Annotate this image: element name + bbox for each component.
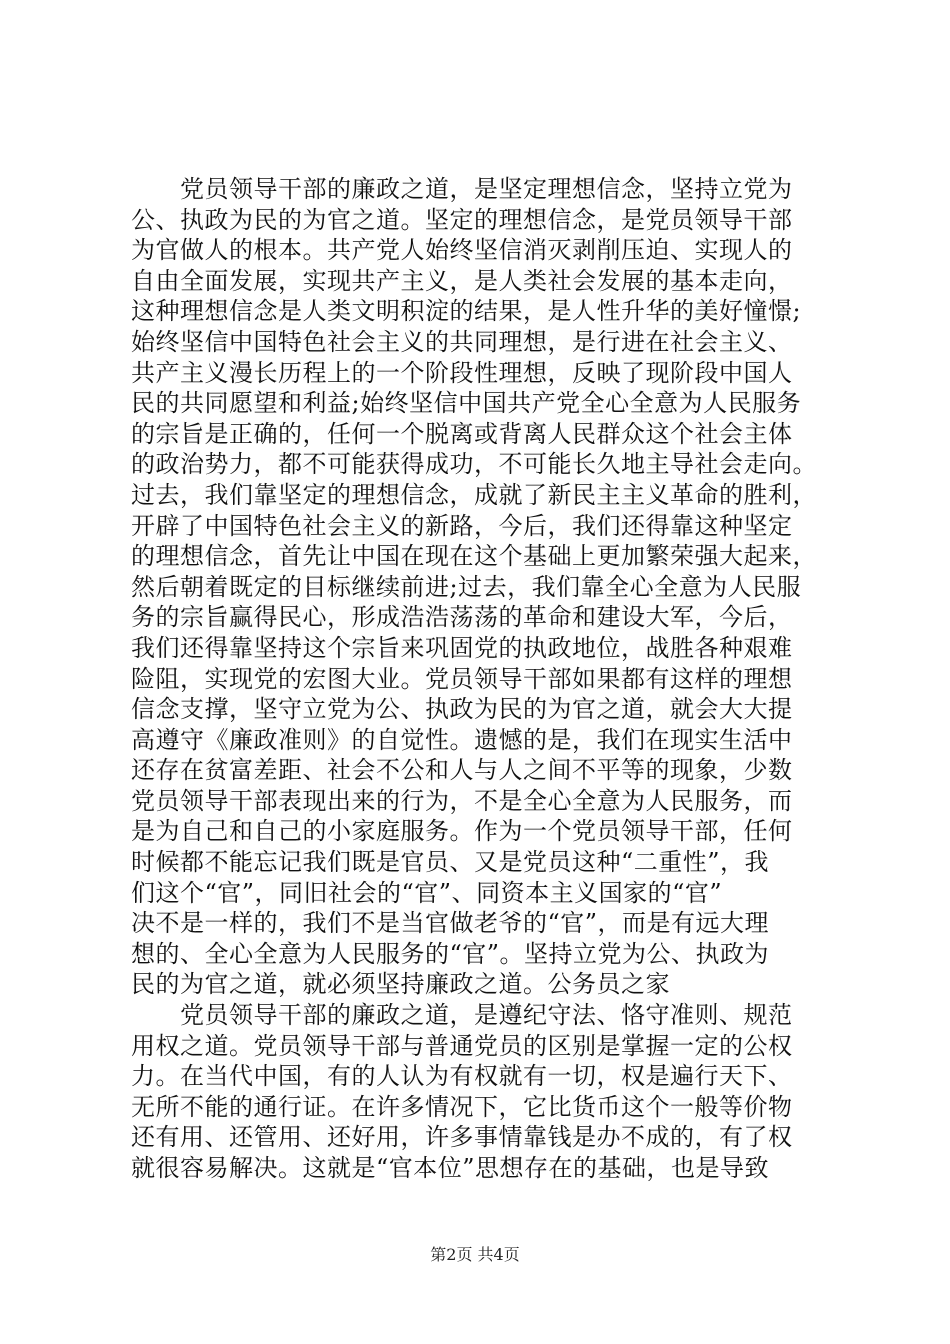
text-line: 过去，我们靠坚定的理想信念，成就了新民主主义革命的胜利， [131,480,817,509]
text-line: 用权之道。党员领导干部与普通党员的区别是掌握一定的公权 [131,1031,793,1060]
text-line: 还有用、还管用、还好用，许多事情靠钱是办不成的，有了权 [131,1123,793,1152]
text-line: 党员领导干部表现出来的行为，不是全心全意为人民服务，而 [131,786,793,815]
text-line: 高遵守《廉政准则》的自觉性。遗憾的是，我们在现实生活中 [131,725,793,754]
text-line: 党员领导干部的廉政之道，是坚定理想信念，坚持立党为 [131,175,793,203]
text-line: 公、执政为民的为官之道。坚定的理想信念，是党员领导干部 [131,205,793,234]
body-text [131,174,831,1184]
text-line: 力。在当代中国，有的人认为有权就有一切，权是遍行天下、 [131,1062,793,1091]
text-line: 是为自己和自己的小家庭服务。作为一个党员领导干部，任何 [131,817,793,846]
text-line: 决不是一样的，我们不是当官做老爷的“官”，而是有远大理 [131,909,770,938]
text-line: 无所不能的通行证。在许多情况下，它比货币这个一般等价物 [131,1092,793,1121]
text-line: 信念支撑，坚守立党为公、执政为民的为官之道，就会大大提 [131,695,793,724]
text-line: 民的共同愿望和利益;始终坚信中国共产党全心全意为人民服务 [131,389,802,418]
text-line: 的宗旨是正确的，任何一个脱离或背离人民群众这个社会主体 [131,419,793,448]
text-line: 的政治势力，都不可能获得成功，不可能长久地主导社会走向。 [131,450,817,479]
text-line: 务的宗旨赢得民心，形成浩浩荡荡的革命和建设大军，今后， [131,603,793,632]
text-line: 险阻，实现党的宏图大业。党员领导干部如果都有这样的理想 [131,664,793,693]
text-line: 的理想信念，首先让中国在现在这个基础上更加繁荣强大起来， [131,542,817,571]
text-line: 始终坚信中国特色社会主义的共同理想，是行进在社会主义、 [131,327,793,356]
text-line: 然后朝着既定的目标继续前进;过去，我们靠全心全意为人民服 [131,572,802,601]
text-line: 想的、全心全意为人民服务的“官”。坚持立党为公、执政为 [131,939,770,968]
text-line: 们这个“官”，同旧社会的“官”、同资本主义国家的“官” [131,878,723,907]
text-line: 时候都不能忘记我们既是官员、又是党员这种“二重性”，我 [131,848,770,877]
text-line: 就很容易解决。这就是“官本位”思想存在的基础，也是导致 [131,1154,770,1182]
page-footer: 第2页 共4页 [430,1245,520,1264]
text-line: 这种理想信念是人类文明积淀的结果，是人性升华的美好憧憬; [131,297,802,326]
text-line: 还存在贫富差距、社会不公和人与人之间不平等的现象，少数 [131,756,793,785]
text-line: 为官做人的根本。共产党人始终坚信消灭剥削压迫、实现人的 [131,236,793,265]
text-line: 共产主义漫长历程上的一个阶段性理想，反映了现阶段中国人 [131,358,793,387]
text-line: 我们还得靠坚持这个宗旨来巩固党的执政地位，战胜各种艰难 [131,633,793,662]
text-line: 党员领导干部的廉政之道，是遵纪守法、恪守准则、规范 [131,1001,793,1030]
text-line: 开辟了中国特色社会主义的新路，今后，我们还得靠这种坚定 [131,511,793,540]
text-line: 自由全面发展，实现共产主义，是人类社会发展的基本走向， [131,266,793,295]
text-line: 民的为官之道，就必须坚持廉政之道。公务员之家 [131,970,670,999]
